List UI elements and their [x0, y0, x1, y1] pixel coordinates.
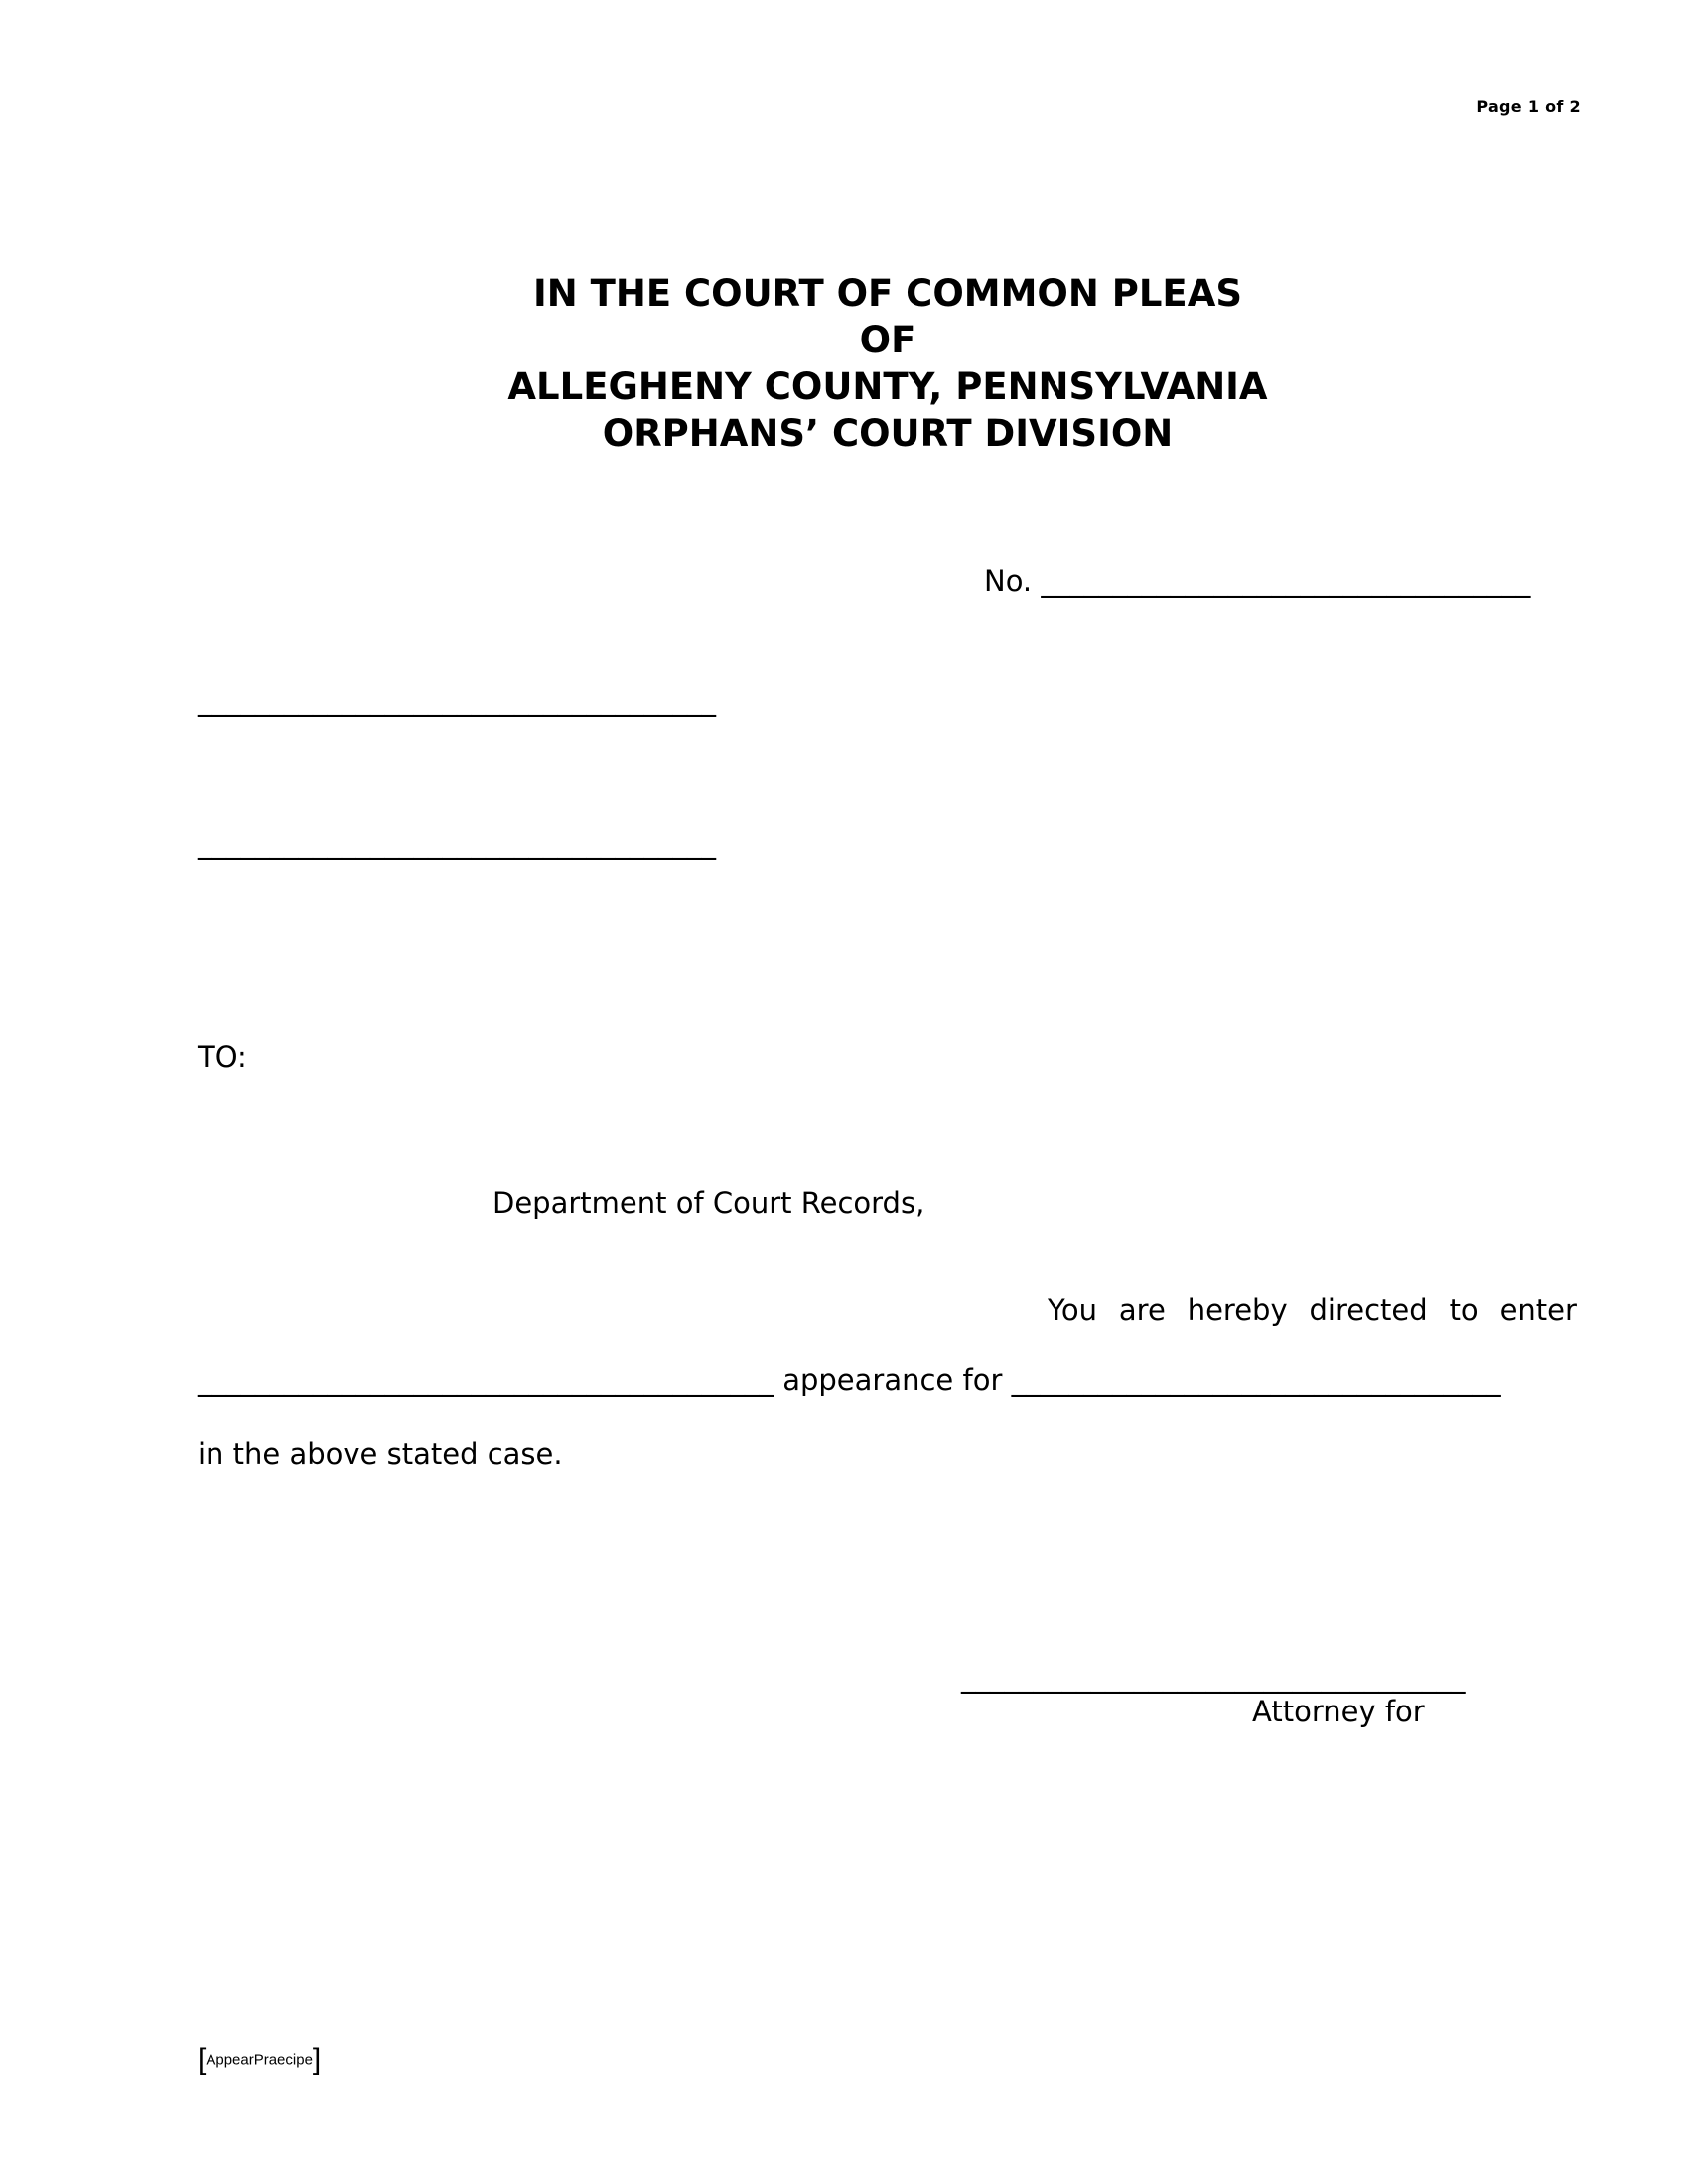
- court-heading-line-2: OF: [859, 319, 916, 361]
- directed-word: You: [1048, 1294, 1097, 1327]
- court-heading-line-1: IN THE COURT OF COMMON PLEAS: [533, 272, 1242, 315]
- directed-sentence: [1048, 1294, 1577, 1327]
- page-number: Page 1 of 2: [1477, 97, 1581, 116]
- attorney-for-label: Attorney for: [1252, 1695, 1425, 1728]
- directed-word: are: [1118, 1294, 1166, 1327]
- appearance-line: ________________________________________ appearance for __________________________________: [198, 1363, 1501, 1397]
- form-code: [198, 2043, 321, 2077]
- department-line: Department of Court Records,: [492, 1186, 925, 1220]
- court-heading-line-3: ALLEGHENY COUNTY, PENNSYLVANIA: [507, 365, 1268, 408]
- directed-word: directed: [1309, 1294, 1428, 1327]
- stated-case-line: in the above stated case.: [198, 1437, 563, 1471]
- signature-line: ___________________________________: [961, 1660, 1466, 1694]
- directed-word: to: [1449, 1294, 1478, 1327]
- directed-word: hereby: [1187, 1294, 1288, 1327]
- form-code-bracket-open: [: [198, 2043, 207, 2076]
- party-name-blank-1: ____________________________________: [198, 683, 716, 717]
- to-label: TO:: [198, 1040, 247, 1074]
- court-heading-line-4: ORPHANS’ COURT DIVISION: [602, 412, 1174, 455]
- court-heading: [0, 270, 1688, 457]
- form-code-text: AppearPraecipe: [206, 2051, 313, 2069]
- directed-word: enter: [1499, 1294, 1577, 1327]
- case-number-field: No. __________________________________: [984, 564, 1531, 598]
- party-name-blank-2: ____________________________________: [198, 826, 716, 860]
- form-code-bracket-close: ]: [312, 2043, 322, 2076]
